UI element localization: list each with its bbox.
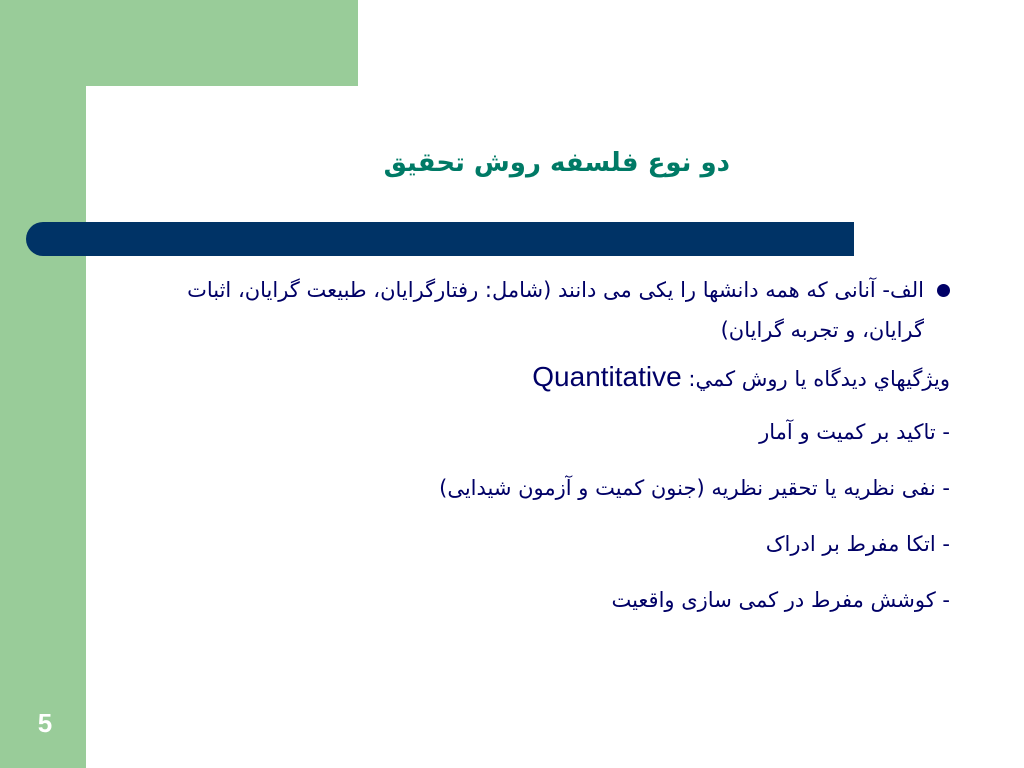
slide-number: 5	[37, 708, 53, 738]
bullet-item	[120, 270, 950, 350]
bullet-dot-icon	[937, 284, 950, 297]
title-underline-bar	[26, 222, 854, 256]
quantitative-label: ويژگيهاي ديدگاه يا روش كمي:	[688, 367, 950, 391]
decor-green-sidebar	[0, 0, 86, 768]
slide-content	[120, 270, 950, 628]
decor-rounded-corner	[86, 86, 134, 134]
feature-line-1: - تاکید بر کمیت و آمار	[759, 420, 950, 444]
feature-line-2: - نفی نظریه یا تحقیر نظریه (جنون کمیت و آزمون شیدایی)	[439, 476, 950, 500]
bullet-text: الف- آنانی که همه دانشها را یکی می دانند (شامل: رفتارگرایان، طبیعت گرایان، اثبات گرایان، و تجربه گرایان)	[187, 278, 924, 342]
feature-line-3: - اتکا مفرط بر ادراک	[765, 532, 950, 556]
quantitative-word: Quantitative	[532, 361, 682, 392]
quantitative-heading	[120, 352, 950, 404]
feature-line-4: - کوشش مفرط در کمی سازی واقعیت	[611, 588, 950, 612]
slide-title: دو نوع فلسفه روش تحقیق	[383, 148, 730, 178]
